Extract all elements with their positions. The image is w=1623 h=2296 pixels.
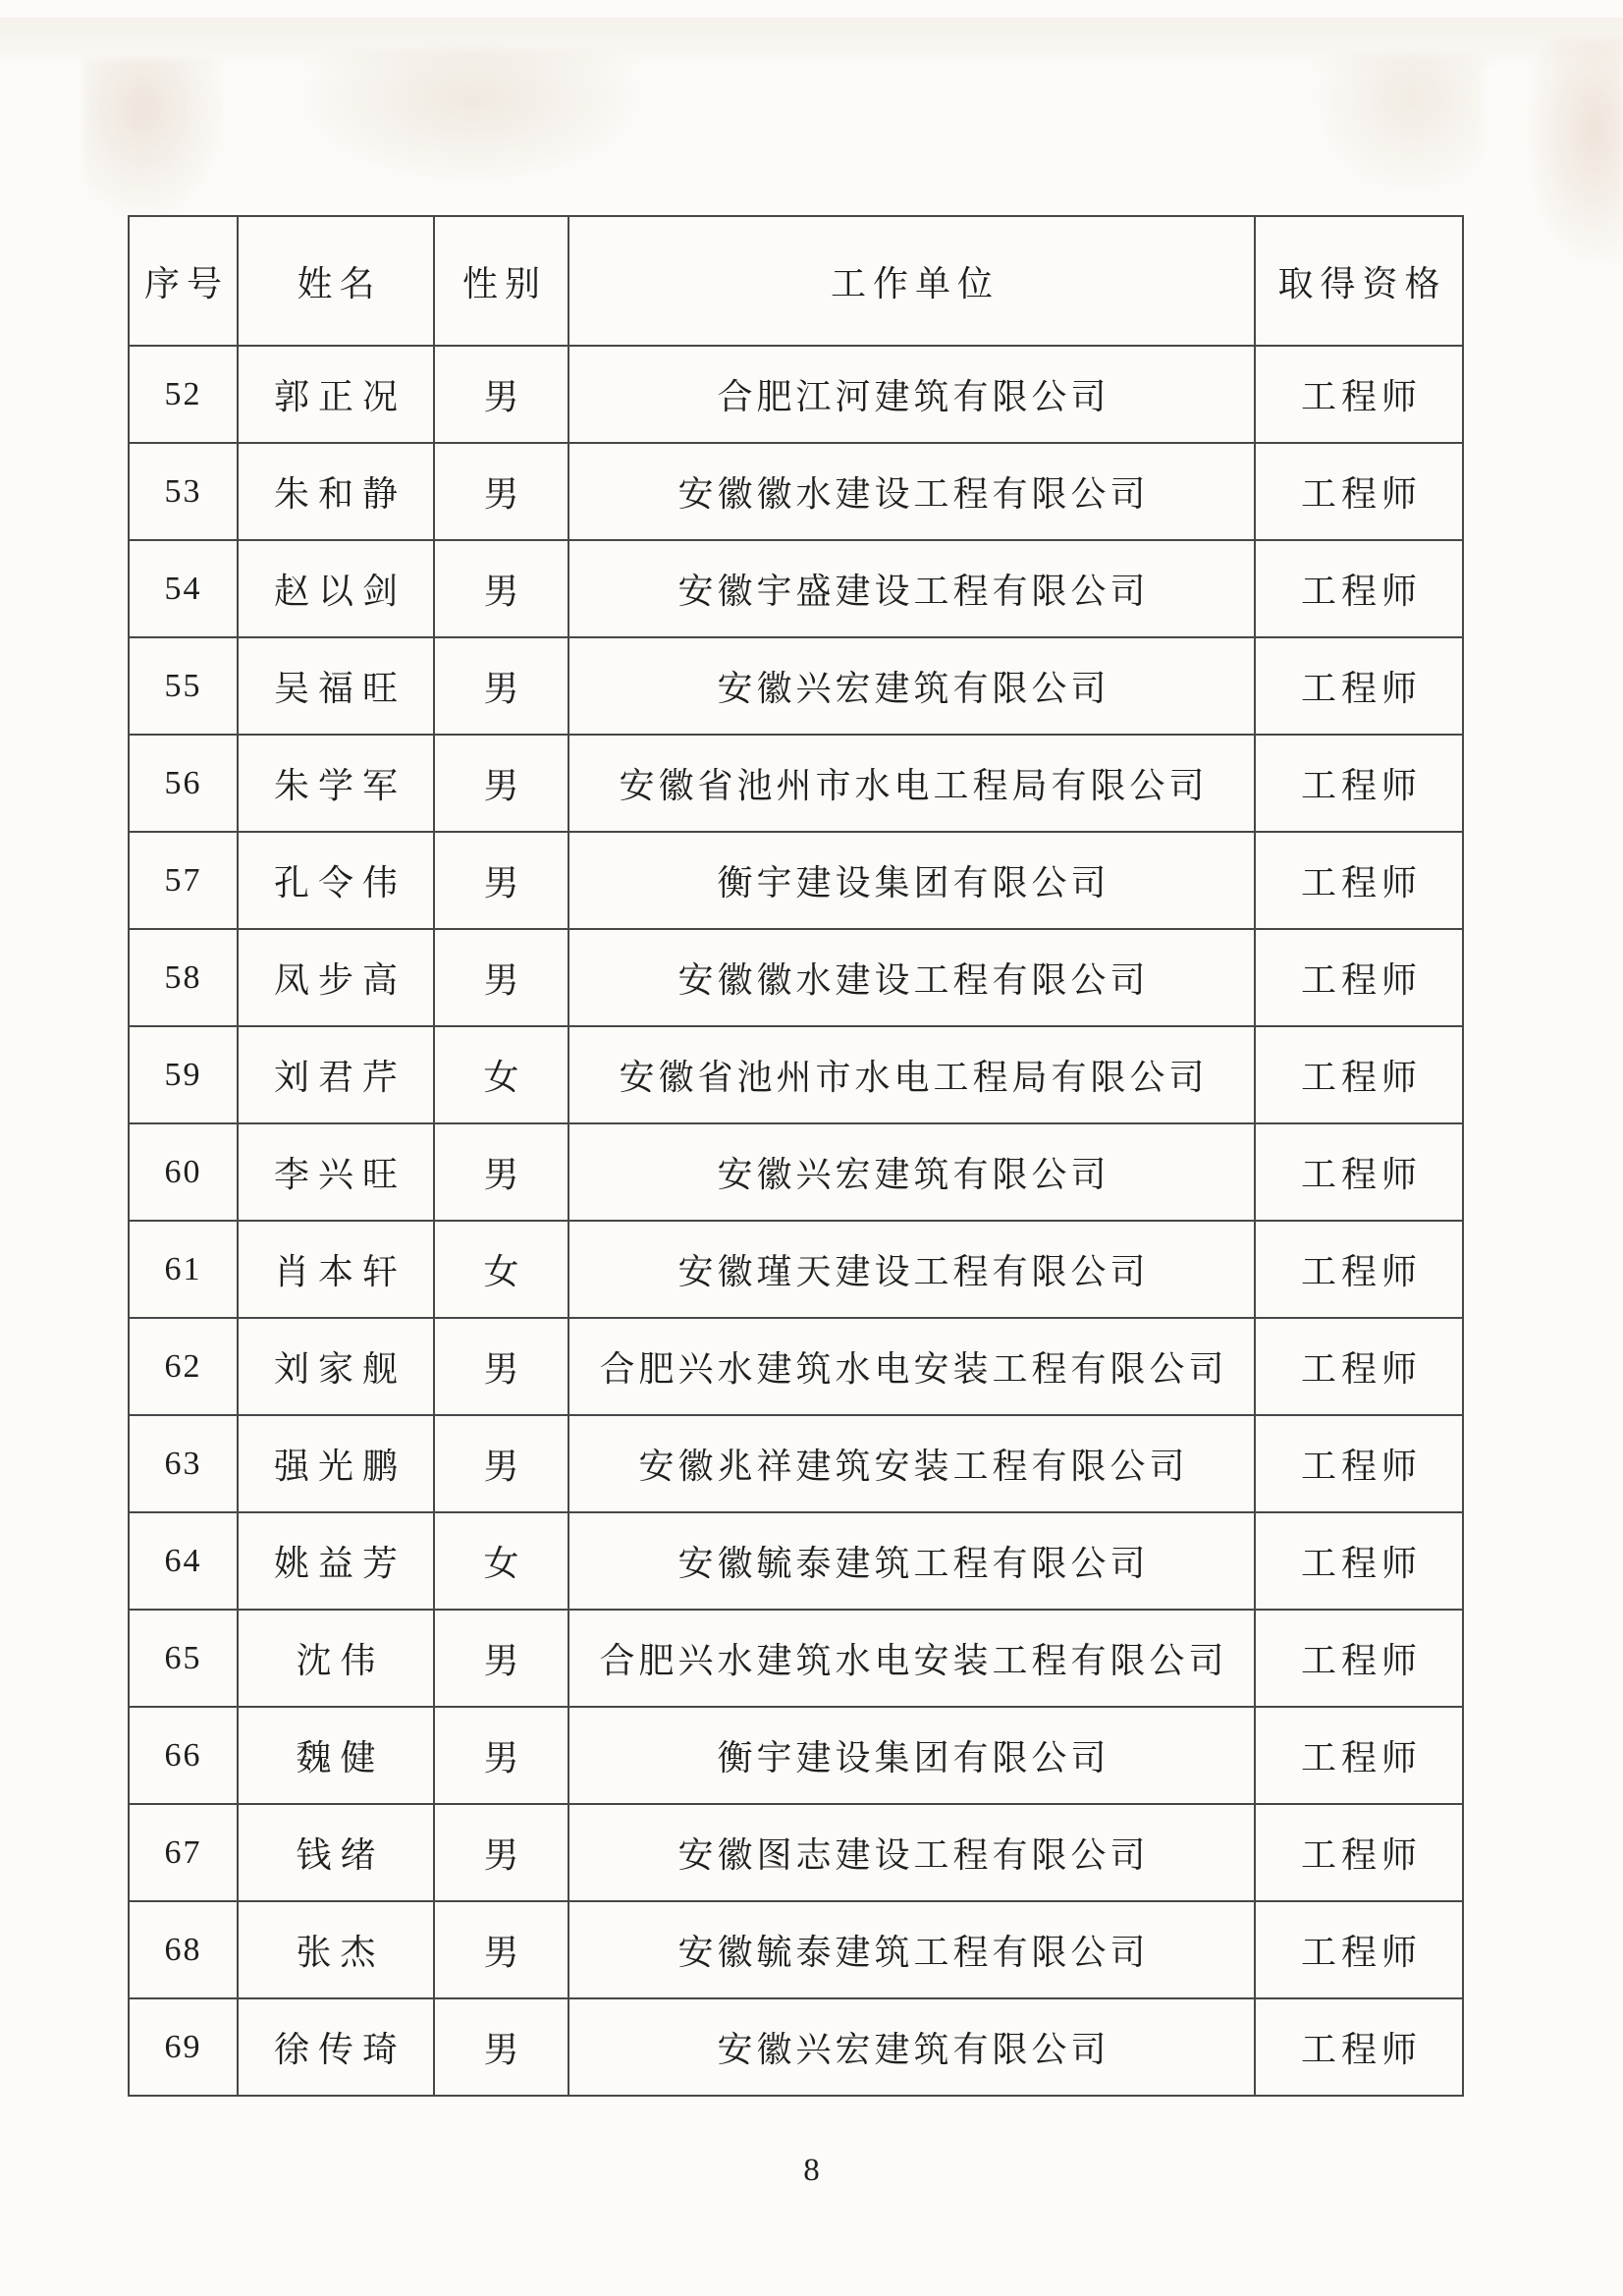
table-body <box>129 346 1463 2096</box>
cell-employer: 合肥兴水建筑水电安装工程有限公司 <box>568 1318 1255 1415</box>
cell-employer: 安徽省池州市水电工程局有限公司 <box>568 1026 1255 1123</box>
cell-index: 61 <box>129 1221 238 1318</box>
cell-name: 孔令伟 <box>238 832 434 929</box>
cell-qualification: 工程师 <box>1255 1123 1463 1221</box>
table-row <box>129 1318 1463 1415</box>
cell-gender: 男 <box>434 1901 568 1998</box>
cell-index: 69 <box>129 1998 238 2096</box>
cell-name: 朱学军 <box>238 735 434 832</box>
cell-qualification: 工程师 <box>1255 443 1463 540</box>
cell-index: 56 <box>129 735 238 832</box>
cell-index: 53 <box>129 443 238 540</box>
cell-index: 58 <box>129 929 238 1026</box>
cell-name: 吴福旺 <box>238 637 434 735</box>
cell-qualification: 工程师 <box>1255 1610 1463 1707</box>
scan-artifact <box>0 18 1623 72</box>
cell-gender: 女 <box>434 1221 568 1318</box>
cell-gender: 男 <box>434 346 568 443</box>
cell-name: 沈伟 <box>238 1610 434 1707</box>
cell-employer: 衡宇建设集团有限公司 <box>568 832 1255 929</box>
cell-employer: 安徽兴宏建筑有限公司 <box>568 1998 1255 2096</box>
cell-index: 64 <box>129 1512 238 1610</box>
cell-qualification: 工程师 <box>1255 1998 1463 2096</box>
scan-artifact <box>1527 39 1623 265</box>
cell-qualification: 工程师 <box>1255 346 1463 443</box>
cell-employer: 安徽瑾天建设工程有限公司 <box>568 1221 1255 1318</box>
cell-name: 强光鹏 <box>238 1415 434 1512</box>
cell-employer: 安徽毓泰建筑工程有限公司 <box>568 1901 1255 1998</box>
cell-gender: 男 <box>434 637 568 735</box>
column-header-gender: 性别 <box>434 216 568 346</box>
cell-qualification: 工程师 <box>1255 637 1463 735</box>
table-row <box>129 443 1463 540</box>
cell-gender: 男 <box>434 1123 568 1221</box>
cell-employer: 安徽图志建设工程有限公司 <box>568 1804 1255 1901</box>
table-row <box>129 1998 1463 2096</box>
cell-gender: 男 <box>434 1804 568 1901</box>
cell-index: 66 <box>129 1707 238 1804</box>
table-row <box>129 735 1463 832</box>
cell-qualification: 工程师 <box>1255 735 1463 832</box>
table-row <box>129 832 1463 929</box>
cell-name: 姚益芳 <box>238 1512 434 1610</box>
table-row <box>129 637 1463 735</box>
table-row <box>129 1415 1463 1512</box>
scan-artifact <box>295 49 648 187</box>
table-header <box>129 216 1463 346</box>
cell-qualification: 工程师 <box>1255 540 1463 637</box>
cell-employer: 合肥兴水建筑水电安装工程有限公司 <box>568 1610 1255 1707</box>
cell-employer: 安徽兴宏建筑有限公司 <box>568 1123 1255 1221</box>
column-header-index: 序号 <box>129 216 238 346</box>
table-row <box>129 1804 1463 1901</box>
cell-employer: 安徽兴宏建筑有限公司 <box>568 637 1255 735</box>
cell-name: 刘家舰 <box>238 1318 434 1415</box>
cell-employer: 安徽兆祥建筑安装工程有限公司 <box>568 1415 1255 1512</box>
cell-qualification: 工程师 <box>1255 1221 1463 1318</box>
cell-qualification: 工程师 <box>1255 1512 1463 1610</box>
cell-gender: 男 <box>434 1415 568 1512</box>
cell-employer: 安徽徽水建设工程有限公司 <box>568 443 1255 540</box>
cell-qualification: 工程师 <box>1255 1026 1463 1123</box>
cell-gender: 男 <box>434 1998 568 2096</box>
cell-name: 朱和静 <box>238 443 434 540</box>
cell-index: 59 <box>129 1026 238 1123</box>
column-header-employer: 工作单位 <box>568 216 1255 346</box>
cell-gender: 男 <box>434 1610 568 1707</box>
cell-qualification: 工程师 <box>1255 1707 1463 1804</box>
cell-qualification: 工程师 <box>1255 1318 1463 1415</box>
cell-index: 55 <box>129 637 238 735</box>
cell-index: 67 <box>129 1804 238 1901</box>
cell-index: 65 <box>129 1610 238 1707</box>
scan-artifact <box>83 59 231 226</box>
cell-employer: 安徽毓泰建筑工程有限公司 <box>568 1512 1255 1610</box>
column-header-name: 姓名 <box>238 216 434 346</box>
table-row <box>129 540 1463 637</box>
cell-name: 赵以剑 <box>238 540 434 637</box>
table-row <box>129 1123 1463 1221</box>
table-row <box>129 346 1463 443</box>
table-header-row <box>129 216 1463 346</box>
cell-index: 68 <box>129 1901 238 1998</box>
cell-employer: 衡宇建设集团有限公司 <box>568 1707 1255 1804</box>
cell-index: 54 <box>129 540 238 637</box>
cell-qualification: 工程师 <box>1255 832 1463 929</box>
table-row <box>129 1221 1463 1318</box>
cell-name: 郭正况 <box>238 346 434 443</box>
column-header-qualification: 取得资格 <box>1255 216 1463 346</box>
cell-name: 魏健 <box>238 1707 434 1804</box>
cell-gender: 男 <box>434 443 568 540</box>
cell-index: 60 <box>129 1123 238 1221</box>
qualification-roster-table <box>128 215 1464 2097</box>
cell-index: 52 <box>129 346 238 443</box>
cell-gender: 男 <box>434 832 568 929</box>
cell-name: 张杰 <box>238 1901 434 1998</box>
cell-name: 刘君芹 <box>238 1026 434 1123</box>
cell-qualification: 工程师 <box>1255 929 1463 1026</box>
table-row <box>129 1707 1463 1804</box>
cell-employer: 合肥江河建筑有限公司 <box>568 346 1255 443</box>
cell-gender: 男 <box>434 929 568 1026</box>
cell-gender: 男 <box>434 1707 568 1804</box>
cell-gender: 男 <box>434 735 568 832</box>
scan-artifact <box>1306 54 1483 201</box>
table-row <box>129 1512 1463 1610</box>
cell-index: 57 <box>129 832 238 929</box>
cell-gender: 女 <box>434 1026 568 1123</box>
cell-qualification: 工程师 <box>1255 1901 1463 1998</box>
cell-name: 肖本轩 <box>238 1221 434 1318</box>
page-number: 8 <box>803 2153 820 2188</box>
cell-qualification: 工程师 <box>1255 1804 1463 1901</box>
table-row <box>129 1026 1463 1123</box>
cell-name: 凤步高 <box>238 929 434 1026</box>
cell-name: 钱绪 <box>238 1804 434 1901</box>
cell-gender: 女 <box>434 1512 568 1610</box>
table-row <box>129 1901 1463 1998</box>
table-row <box>129 929 1463 1026</box>
table-row <box>129 1610 1463 1707</box>
cell-name: 徐传琦 <box>238 1998 434 2096</box>
cell-index: 62 <box>129 1318 238 1415</box>
cell-gender: 男 <box>434 1318 568 1415</box>
cell-index: 63 <box>129 1415 238 1512</box>
cell-qualification: 工程师 <box>1255 1415 1463 1512</box>
cell-gender: 男 <box>434 540 568 637</box>
cell-employer: 安徽省池州市水电工程局有限公司 <box>568 735 1255 832</box>
cell-name: 李兴旺 <box>238 1123 434 1221</box>
cell-employer: 安徽徽水建设工程有限公司 <box>568 929 1255 1026</box>
cell-employer: 安徽宇盛建设工程有限公司 <box>568 540 1255 637</box>
